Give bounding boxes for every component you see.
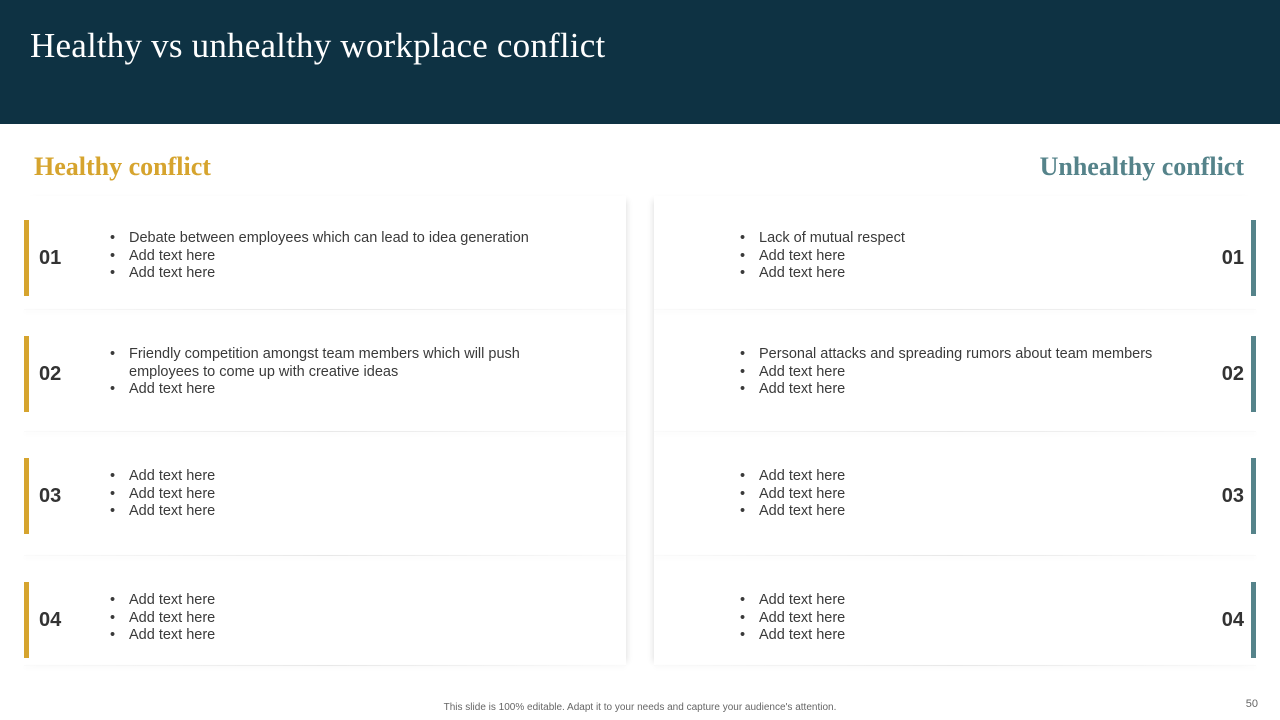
bullet-list <box>110 468 580 521</box>
footer-note: This slide is 100% editable. Adapt it to your needs and capture your audience's attention. <box>443 702 837 713</box>
accent-bar <box>1251 458 1256 534</box>
unhealthy-item-2 <box>654 316 1256 432</box>
accent-bar <box>24 582 29 658</box>
bullet-list <box>740 346 1200 399</box>
slide-title: Healthy vs unhealthy workplace conflict <box>30 26 606 65</box>
bullet-item: • Debate between employees which can lead to idea generation <box>110 230 580 248</box>
accent-bar <box>1251 582 1256 658</box>
item-number: 01 <box>1221 247 1244 269</box>
accent-bar <box>24 220 29 296</box>
unhealthy-item-3 <box>654 438 1256 556</box>
healthy-item-4 <box>24 562 626 666</box>
item-number: 02 <box>39 363 62 385</box>
bullet-item: • Add text here <box>110 503 580 521</box>
bullet-item: • Add text here <box>740 364 1200 382</box>
bullet-item: • Lack of mutual respect <box>740 230 1200 248</box>
bullet-item: • Add text here <box>740 468 1200 486</box>
bullet-list <box>110 592 580 645</box>
bullet-item: • Add text here <box>110 610 580 628</box>
accent-bar <box>24 458 29 534</box>
item-number: 01 <box>39 247 62 269</box>
bullet-item: • Personal attacks and spreading rumors about team members <box>740 346 1200 364</box>
healthy-conflict-heading: Healthy conflict <box>34 152 211 181</box>
bullet-item: • Add text here <box>110 486 580 504</box>
item-number: 04 <box>39 609 62 631</box>
bullet-item: • Add text here <box>110 381 580 399</box>
item-number: 03 <box>1221 485 1244 507</box>
bullet-item: • Add text here <box>740 503 1200 521</box>
healthy-item-3 <box>24 438 626 556</box>
bullet-item: • Add text here <box>110 592 580 610</box>
bullet-item: • Friendly competition amongst team members which will push employees to come up with creative ideas <box>110 346 580 381</box>
bullet-item: • Add text here <box>110 248 580 266</box>
bullet-item: • Add text here <box>740 486 1200 504</box>
bullet-list <box>740 592 1200 645</box>
item-number: 03 <box>39 485 62 507</box>
accent-bar <box>1251 336 1256 412</box>
unhealthy-item-4 <box>654 562 1256 666</box>
item-number: 02 <box>1221 363 1244 385</box>
bullet-item: • Add text here <box>110 265 580 283</box>
bullet-item: • Add text here <box>110 627 580 645</box>
item-number: 04 <box>1221 609 1244 631</box>
accent-bar <box>24 336 29 412</box>
bullet-item: • Add text here <box>110 468 580 486</box>
healthy-item-1 <box>24 200 626 310</box>
bullet-list <box>740 468 1200 521</box>
unhealthy-conflict-heading: Unhealthy conflict <box>1039 152 1244 181</box>
bullet-item: • Add text here <box>740 248 1200 266</box>
bullet-item: • Add text here <box>740 610 1200 628</box>
bullet-list <box>110 346 580 399</box>
page-number: 50 <box>1245 698 1258 710</box>
healthy-item-2 <box>24 316 626 432</box>
accent-bar <box>1251 220 1256 296</box>
bullet-item: • Add text here <box>740 627 1200 645</box>
bullet-list <box>740 230 1200 283</box>
unhealthy-item-1 <box>654 200 1256 310</box>
title-bar <box>0 0 1280 124</box>
bullet-item: • Add text here <box>740 265 1200 283</box>
bullet-item: • Add text here <box>740 592 1200 610</box>
bullet-item: • Add text here <box>740 381 1200 399</box>
bullet-list <box>110 230 580 283</box>
